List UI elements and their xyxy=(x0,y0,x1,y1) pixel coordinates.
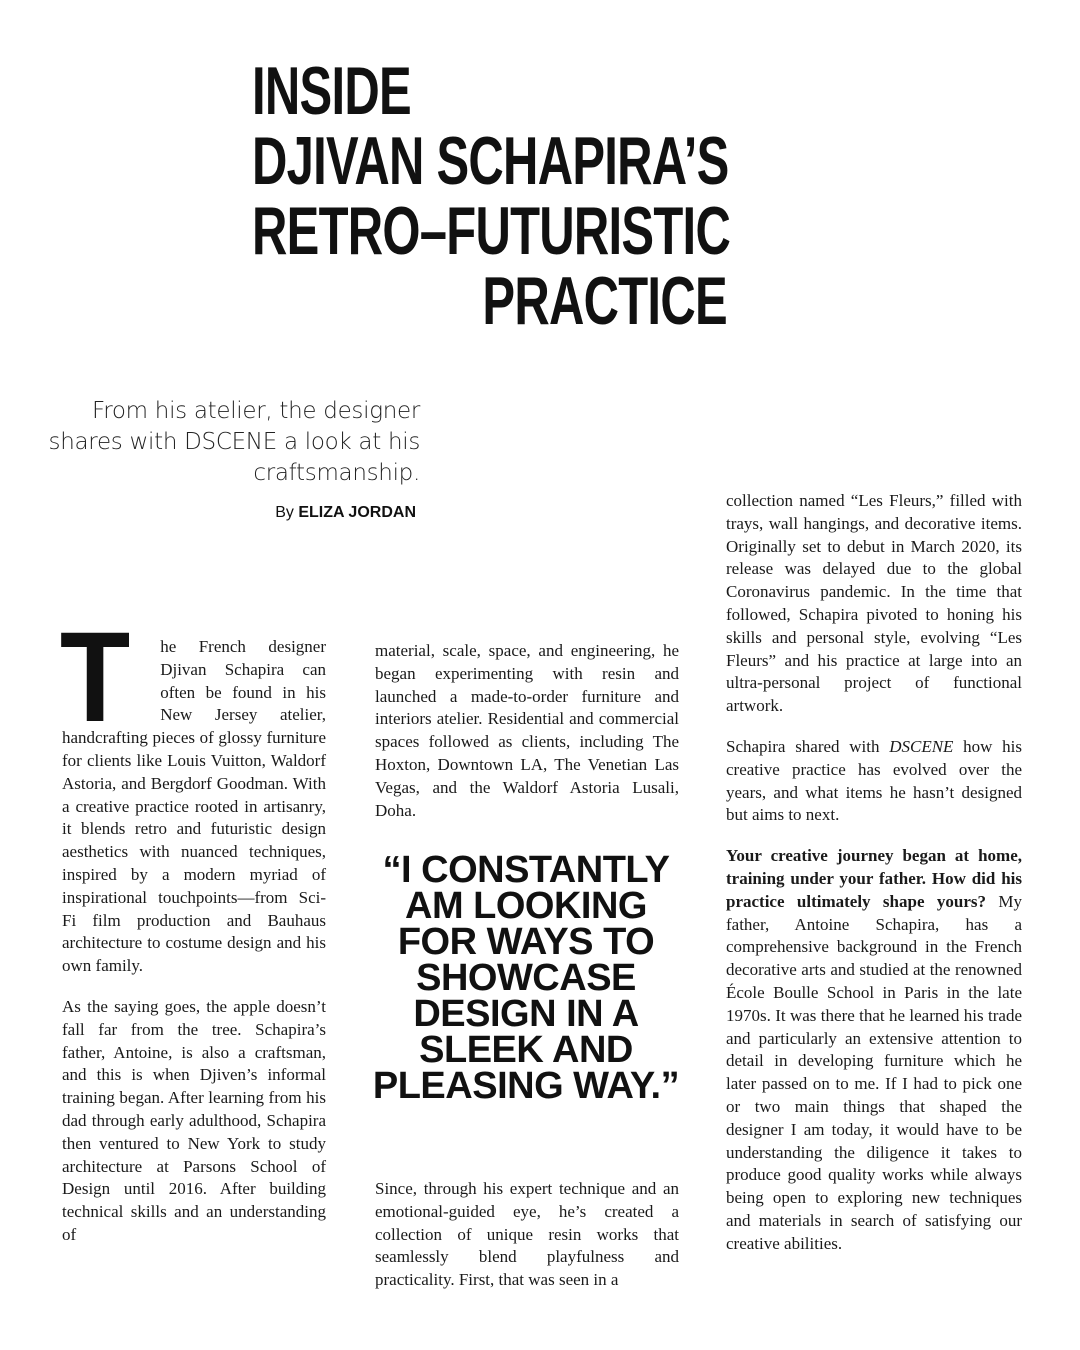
paragraph-6 xyxy=(726,736,1022,827)
paragraph-4: Since, through his expert technique and an emotional-guided eye, he’s created a collection of unique resin works that seamlessly blend playfulness and practicality. First, that was seen in a xyxy=(375,1179,679,1290)
byline-author: ELIZA JORDAN xyxy=(298,504,416,521)
headline-line-3: RETRO–FUTURISTIC xyxy=(252,193,731,269)
headline-line-1: INSIDE xyxy=(252,53,411,129)
paragraph-6-start: Schapira shared with xyxy=(726,736,890,756)
byline-prefix: By xyxy=(275,504,294,521)
article-column-2-top xyxy=(375,640,679,840)
paragraph-5: collection named “Les Fleurs,” filled with trays, wall hangings, and decorative items. Originally set to debut in March 2020, its release was delayed due to the global Coronavirus pandemic. In the time that followed, Schapira pivoted to honing his skills and personal style, evolving “Les Fleurs” and his practice at large into an ultra-personal project of functional artwork. xyxy=(726,491,1022,716)
headline-line-2: DJIVAN SCHAPIRA’S xyxy=(252,123,729,199)
paragraph-6-end: how his creative practice has evolved over the years, and what items he hasn’t designed but aims to next. xyxy=(726,736,1022,825)
article-column-3 xyxy=(726,490,1022,1274)
pull-quote: “I CONSTANTLY AM LOOKING FOR WAYS TO SHOWCASE DESIGN IN A SLEEK AND PLEASING WAY.” xyxy=(372,849,680,1107)
magazine-name: DSCENE xyxy=(889,736,954,756)
headline xyxy=(252,53,731,339)
paragraph-intro xyxy=(59,606,326,978)
interview-question: Your creative journey began at home, training under your father. How did his practice ultimately shape yours? xyxy=(726,846,1022,911)
paragraph-intro-text: he French designer Djivan Schapira can often be found in his New Jersey atelier, handcrafting pieces of glossy furniture for clients like Louis Vuitton, Waldorf Astoria, and Bergdorf Goodman. With a creative practice rooted in artisanry, it blends retro and futuristic design aesthetics with nuanced techniques, inspired by a modern myriad of inspirational touchpoints—from Sci-Fi film production and Bauhaus architecture to costume design and his own family. xyxy=(62,637,326,976)
interview-answer: My father, Antoine Schapira, has a comprehensive background in the French decorative arts and studied at the renowned École Boulle School in Paris in the late 1970s. It was there that he learned his trade and particularly an extensive attention to detail in developing furniture which he later passed on to me. If I had to pick one or two main things that shaped the designer I am today, it would have to be understanding the diligence it takes to produce good quality works while always being open to exploring new techniques and materials in search of satisfying our creative abilities. xyxy=(726,891,1022,1253)
article-column-1 xyxy=(59,606,326,1265)
headline-line-4: PRACTICE xyxy=(482,263,727,339)
drop-cap: T xyxy=(59,606,131,749)
byline xyxy=(180,504,416,522)
qa-block xyxy=(726,845,1022,1255)
paragraph-2: As the saying goes, the apple doesn’t fall far from the tree. Schapira’s father, Antoine, is also a craftsman, and this is when Djiven’s informal training began. After learning from his dad through early adulthood, Schapira then ventured to New York to study architecture at Parsons School of Design until 2016. After building technical skills and an understanding of xyxy=(62,996,326,1244)
article-column-2-bottom xyxy=(375,1178,679,1310)
paragraph-3: material, scale, space, and engineering, he began experimenting with resin and launched a made-to-order furniture and interiors atelier. Residential and commercial spaces followed as clients, including The Hoxton, Downtown LA, The Venetian Las Vegas, and the Waldorf Astoria Lusali, Doha. xyxy=(375,641,679,820)
deck-subtitle: From his atelier, the designer shares with DSCENE a look at his craftsmanship. xyxy=(48,398,420,486)
